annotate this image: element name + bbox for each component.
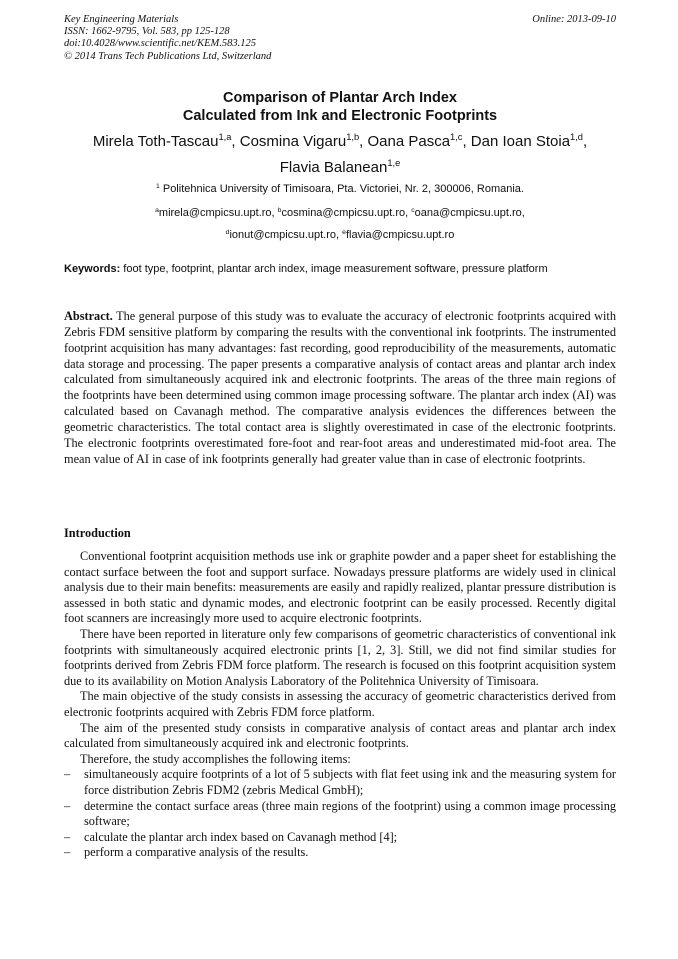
list-dash: – [64, 767, 71, 782]
list-item [64, 830, 616, 846]
abstract [64, 309, 616, 467]
list-dash: – [64, 829, 71, 844]
email-marker: a [155, 206, 159, 214]
paragraph: Conventional footprint acquisition methods use ink or graphite powder and a paper sheet for establishing the contact surface between the foot and support surface. Nowadays pressure platforms are widely used in clinical analysis due to their main benefits: measurements are easily and rapidly realized, plantar pressure distribution is assessed in both static and dynamic modes, and electronic footprint can be easily processed. Recently digital foot scanners are increasingly more used to acquire electronic footprints. [64, 549, 616, 626]
paragraph: The main objective of the study consists in assessing the accuracy of geometric characteristics derived from electronic footprints acquired with Zebris FDM force platform. [64, 689, 616, 719]
author-separator: , [462, 133, 471, 150]
emails-line-1 [64, 203, 616, 225]
author-affiliation-marker: 1,c [450, 132, 463, 143]
authors-line-2 [64, 155, 616, 181]
list-dash: – [64, 845, 71, 860]
list-item [64, 799, 616, 830]
list-item-text: perform a comparative analysis of the results. [84, 845, 309, 860]
email-marker: c [411, 206, 415, 214]
journal-header [64, 14, 616, 63]
email-marker: e [342, 228, 346, 236]
journal-name: Key Engineering Materials [64, 14, 179, 25]
paragraph: There have been reported in literature only few comparisons of geometric characteristics of conventional ink footprints with simultaneously acquired electronic prints [1, 2, 3]. Still, we did not find similar studies for footprints derived from Zebris FDM force platform. The research is focused on this footprint acquisition system due to its availability on Motion Analysis Laboratory of the Politehnica University of Timisoara. [64, 626, 616, 688]
section-heading-introduction: Introduction [64, 526, 131, 540]
author-name: Cosmina Vigaru [239, 133, 347, 150]
email-address: cosmina@cmpicsu.upt.ro, [281, 207, 412, 219]
author-name: Dan Ioan Stoia [470, 133, 571, 150]
journal-issn: ISSN: 1662-9795, Vol. 583, pp 125-128 [64, 26, 230, 38]
list-dash: – [64, 798, 71, 813]
journal-copyright: © 2014 Trans Tech Publications Ltd, Switzerland [64, 50, 272, 62]
paragraph: Therefore, the study accomplishes the following items: [80, 751, 351, 766]
author-affiliation-marker: 1,e [387, 158, 401, 169]
list-item-text: determine the contact surface areas (three main regions of the footprint) using a common image processing software; [84, 798, 616, 829]
email-marker: d [225, 228, 230, 236]
keywords [64, 262, 616, 277]
paragraph: The aim of the presented study consists in comparative analysis of contact areas and plantar arch index calculated from simultaneously acquired ink and electronic footprints. [64, 720, 616, 751]
author-name: Flavia Balanean [279, 159, 388, 176]
list-item [64, 845, 616, 861]
list-item-text: calculate the plantar arch index based on Cavanagh method [4]; [84, 829, 398, 844]
email-address: oana@cmpicsu.upt.ro, [414, 207, 525, 219]
affiliation [64, 182, 616, 196]
title-line-1: Comparison of Plantar Arch Index [223, 90, 457, 106]
author-list [64, 129, 616, 181]
affiliation-marker: 1 [156, 182, 160, 190]
author-affiliation-marker: 1,a [218, 132, 232, 143]
email-address: mirela@cmpicsu.upt.ro, [158, 207, 278, 219]
journal-doi: doi:10.4028/www.scientific.net/KEM.583.125 [64, 38, 256, 50]
keywords-text: foot type, footprint, plantar arch index, image measurement software, pressure platform [120, 263, 548, 275]
introduction-body [64, 549, 616, 861]
online-date: Online: 2013-09-10 [532, 14, 616, 25]
author-separator: , [231, 133, 240, 150]
paper-title [64, 90, 616, 125]
author-name: Oana Pasca [367, 133, 451, 150]
affiliation-text: Politehnica University of Timisoara, Pta. Victoriei, Nr. 2, 300006, Romania. [159, 183, 524, 195]
list-item-text: simultaneously acquire footprints of a lot of 5 subjects with flat feet using ink and the measuring system for force distribution Zebris FDM2 (zebris Medical GmbH); [84, 767, 616, 797]
author-emails [64, 203, 616, 246]
title-line-2: Calculated from Ink and Electronic Footprints [182, 107, 498, 124]
email-address: ionut@cmpicsu.upt.ro, [229, 228, 343, 241]
emails-line-2 [64, 225, 616, 247]
email-address: flavia@cmpicsu.upt.ro [345, 228, 455, 241]
list-item [64, 767, 616, 798]
abstract-label: Abstract. [64, 309, 113, 323]
abstract-text: The general purpose of this study was to evaluate the accuracy of electronic footprints acquired with Zebris FDM sensitive platform by comparing the results with the conventional ink footprints. The instrumented footprint acquisition has many advantages: fast recording, good reproducibility of the measurements, automatic data storage and processing. The paper presents a comparative analysis of contact areas and plantar arch index calculated from simultaneously acquired ink and electronic footprints. The areas of the three main regions of the footprints have been determined using common image processing software. The plantar arch index (AI) was calculated based on Cavanagh method. The comparative analysis evidences the differences between the geometric characteristics. The total contact area is slightly overestimated in case of the electronic footprints. The electronic footprints overestimated fore-foot and rear-foot areas and underestimated mid-foot area. The mean value of AI in case of ink footprints generally had greater value than in case of electronic footprints. [64, 309, 616, 466]
author-affiliation-marker: 1,b [346, 132, 360, 143]
keywords-label: Keywords: [64, 263, 121, 275]
author-separator: , [582, 133, 588, 150]
author-name: Mirela Toth-Tascau [92, 133, 219, 150]
author-affiliation-marker: 1,d [570, 132, 583, 143]
authors-line-1 [64, 129, 616, 155]
email-marker: b [277, 206, 282, 214]
author-separator: , [359, 133, 368, 150]
objectives-list [64, 767, 616, 861]
